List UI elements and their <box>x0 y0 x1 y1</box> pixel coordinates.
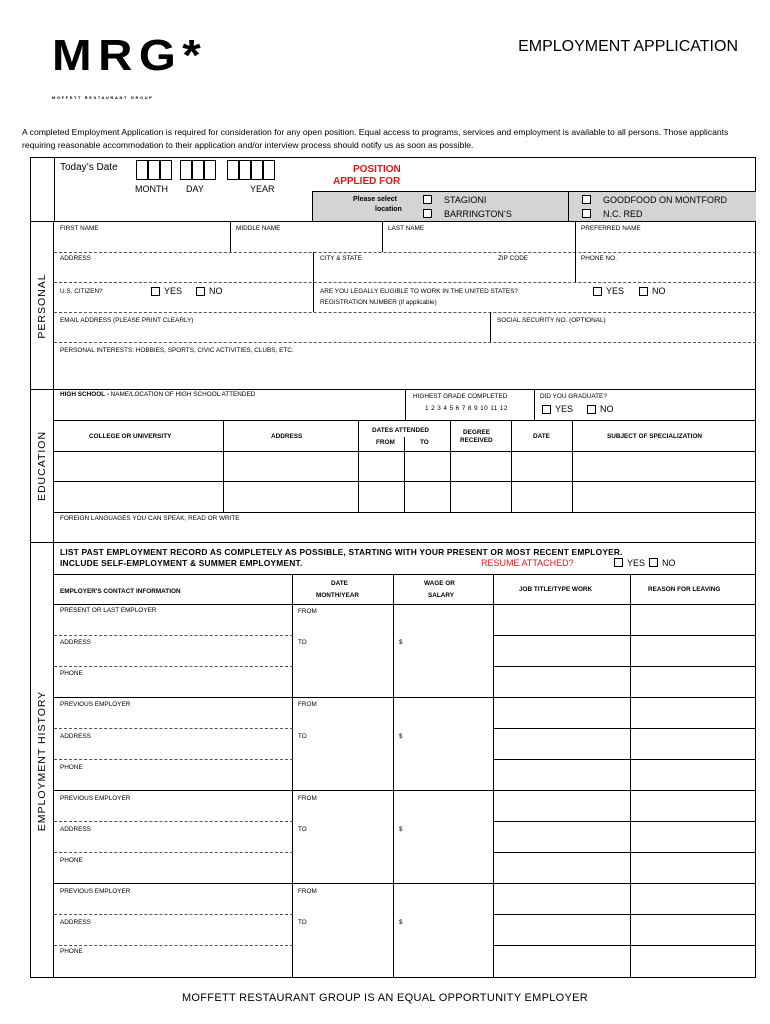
col-job-title: JOB TITLE/TYPE WORK <box>519 586 593 593</box>
intro-text: A completed Employment Application is required for consideration for any open position. Equal access to programs, services and employment is available to all persons. Those applicants requiring reasonable accommodation to their application and/or interview process should notify us as soon as possible. <box>22 127 729 150</box>
section-education <box>30 389 54 542</box>
graduated-no-checkbox[interactable] <box>587 405 596 414</box>
interests-label: PERSONAL INTERESTS: HOBBIES, SPORTS, CIVIC ACTIVITIES, CLUBS, ETC. <box>60 347 294 354</box>
col-reason: REASON FOR LEAVING <box>648 586 721 593</box>
graduated-yes-checkbox[interactable] <box>542 405 551 414</box>
location-stagioni-label: STAGIONI <box>444 195 487 205</box>
resume-yes-label: YES <box>627 558 646 568</box>
employer-2-label: PREVIOUS EMPLOYER <box>60 701 131 708</box>
col-college: COLLEGE OR UNIVERSITY <box>89 433 172 440</box>
citizen-yes-checkbox[interactable] <box>151 287 160 296</box>
position-title-2: APPLIED FOR <box>333 176 401 187</box>
section-label-education: EDUCATION <box>35 430 48 502</box>
employer-3-to: TO <box>298 826 307 833</box>
company-logo-subtitle: MOFFETT RESTAURANT GROUP <box>52 95 154 100</box>
grades-label: 1 2 3 4 5 6 7 8 9 10 11 12 <box>425 405 508 412</box>
employer-4-wage: $ <box>399 919 403 926</box>
location-barringtons-checkbox[interactable] <box>423 209 432 218</box>
date-month-label: MONTH <box>135 184 168 194</box>
employer-4-label: PREVIOUS EMPLOYER <box>60 888 131 895</box>
ssn-label: SOCIAL SECURITY NO. (OPTIONAL) <box>497 317 606 324</box>
location-label: location <box>375 206 402 213</box>
col-date-2: MONTH/YEAR <box>316 592 359 599</box>
location-stagioni-checkbox[interactable] <box>423 195 432 204</box>
employer-2-wage: $ <box>399 733 403 740</box>
employer-1-to: TO <box>298 639 307 646</box>
registration-label: REGISTRATION NUMBER (if applicable) <box>320 299 437 306</box>
location-goodfood-label: GOODFOOD ON MONTFORD <box>603 195 727 205</box>
city-state-label: CITY & STATE <box>320 255 362 262</box>
date-year-box-3[interactable] <box>251 160 263 180</box>
employer-2-address: ADDRESS <box>60 733 91 740</box>
date-month-box-1[interactable] <box>136 160 148 180</box>
preferred-name-label: PREFERRED NAME <box>581 225 641 232</box>
eligible-no-label: NO <box>652 286 666 296</box>
date-year-box-4[interactable] <box>263 160 275 180</box>
employer-2-from: FROM <box>298 701 317 708</box>
employer-2-phone: PHONE <box>60 764 83 771</box>
company-logo: MRG* <box>52 31 208 80</box>
employer-1-from: FROM <box>298 608 317 615</box>
phone-label: PHONE NO. <box>581 255 617 262</box>
section-employment <box>30 542 54 978</box>
graduated-no-label: NO <box>600 404 614 414</box>
footer-statement: MOFFETT RESTAURANT GROUP IS AN EQUAL OPPORTUNITY EMPLOYER <box>181 992 589 1004</box>
first-name-label: FIRST NAME <box>60 225 99 232</box>
col-wage-1: WAGE OR <box>424 580 455 587</box>
date-day-box-3[interactable] <box>204 160 216 180</box>
date-day-box-2[interactable] <box>192 160 204 180</box>
resume-yes-checkbox[interactable] <box>614 558 623 567</box>
employer-1-address: ADDRESS <box>60 639 91 646</box>
employer-3-address: ADDRESS <box>60 826 91 833</box>
graduated-label: DID YOU GRADUATE? <box>540 393 607 400</box>
date-day-label: DAY <box>186 184 204 194</box>
date-month-box-3[interactable] <box>160 160 172 180</box>
col-wage-2: SALARY <box>428 592 455 599</box>
date-year-box-2[interactable] <box>239 160 251 180</box>
employer-3-wage: $ <box>399 826 403 833</box>
location-ncred-checkbox[interactable] <box>582 209 591 218</box>
employer-4-from: FROM <box>298 888 317 895</box>
high-school-label: HIGH SCHOOL - NAME/LOCATION OF HIGH SCHOOL ATTENDED <box>60 391 256 398</box>
date-month-box-2[interactable] <box>148 160 160 180</box>
col-received: RECEIVED <box>460 437 493 444</box>
col-to: TO <box>420 439 429 446</box>
employer-4-to: TO <box>298 919 307 926</box>
highest-grade-label: HIGHEST GRADE COMPLETED <box>413 393 508 400</box>
resume-no-label: NO <box>662 558 676 568</box>
section-personal <box>30 221 54 389</box>
employer-2-to: TO <box>298 733 307 740</box>
section-label-personal: PERSONAL <box>35 272 48 339</box>
location-barringtons-label: BARRINGTON’S <box>444 209 512 219</box>
col-degree: DEGREE <box>463 429 490 436</box>
col-date-1: DATE <box>331 580 348 587</box>
employment-heading-1: LIST PAST EMPLOYMENT RECORD AS COMPLETELY AS POSSIBLE, STARTING WITH YOUR PRESENT OR MOST RECENT EMPLOYER. <box>60 547 623 557</box>
citizen-label: U.S. CITIZEN? <box>60 288 103 295</box>
eligible-yes-label: YES <box>606 286 625 296</box>
col-contact-info: EMPLOYER'S CONTACT INFORMATION <box>60 588 181 595</box>
employer-1-phone: PHONE <box>60 670 83 677</box>
eligible-no-checkbox[interactable] <box>639 287 648 296</box>
col-address: ADDRESS <box>271 433 303 440</box>
col-date: DATE <box>533 433 550 440</box>
languages-label: FOREIGN LANGUAGES YOU CAN SPEAK, READ OR WRITE <box>60 515 240 522</box>
email-label: EMAIL ADDRESS (PLEASE PRINT CLEARLY) <box>60 317 194 324</box>
graduated-yes-label: YES <box>555 404 574 414</box>
employer-4-phone: PHONE <box>60 948 83 955</box>
citizen-no-checkbox[interactable] <box>196 287 205 296</box>
col-subject: SUBJECT OF SPECIALIZATION <box>607 433 703 440</box>
please-select-label: Please select <box>353 196 397 203</box>
employer-3-label: PREVIOUS EMPLOYER <box>60 795 131 802</box>
date-year-box-1[interactable] <box>227 160 239 180</box>
employment-heading-2: INCLUDE SELF-EMPLOYMENT & SUMMER EMPLOYMENT. <box>60 558 303 568</box>
position-title-1: POSITION <box>353 164 401 175</box>
last-name-label: LAST NAME <box>388 225 425 232</box>
employer-3-phone: PHONE <box>60 857 83 864</box>
col-from: FROM <box>376 439 395 446</box>
zip-code-label: ZIP CODE <box>498 255 529 262</box>
date-year-label: YEAR <box>250 184 275 194</box>
page-title: EMPLOYMENT APPLICATION <box>518 38 738 55</box>
col-dates-attended: DATES ATTENDED <box>372 427 430 434</box>
address-label: ADDRESS <box>60 255 91 262</box>
middle-name-label: MIDDLE NAME <box>236 225 281 232</box>
citizen-no-label: NO <box>209 286 223 296</box>
resume-attached-label: RESUME ATTACHED? <box>481 558 574 568</box>
location-goodfood-checkbox[interactable] <box>582 195 591 204</box>
employer-3-from: FROM <box>298 795 317 802</box>
todays-date-label: Today’s Date <box>60 162 118 173</box>
resume-no-checkbox[interactable] <box>649 558 658 567</box>
employer-1-wage: $ <box>399 639 403 646</box>
date-day-box-1[interactable] <box>180 160 192 180</box>
eligible-label: ARE YOU LEGALLY ELIGIBLE TO WORK IN THE UNITED STATES? <box>320 288 518 295</box>
present-employer-label: PRESENT OR LAST EMPLOYER <box>60 607 157 614</box>
section-label-employment: EMPLOYMENT HISTORY <box>35 690 48 831</box>
eligible-yes-checkbox[interactable] <box>593 287 602 296</box>
citizen-yes-label: YES <box>164 286 183 296</box>
location-ncred-label: N.C. RED <box>603 209 643 219</box>
employer-4-address: ADDRESS <box>60 919 91 926</box>
